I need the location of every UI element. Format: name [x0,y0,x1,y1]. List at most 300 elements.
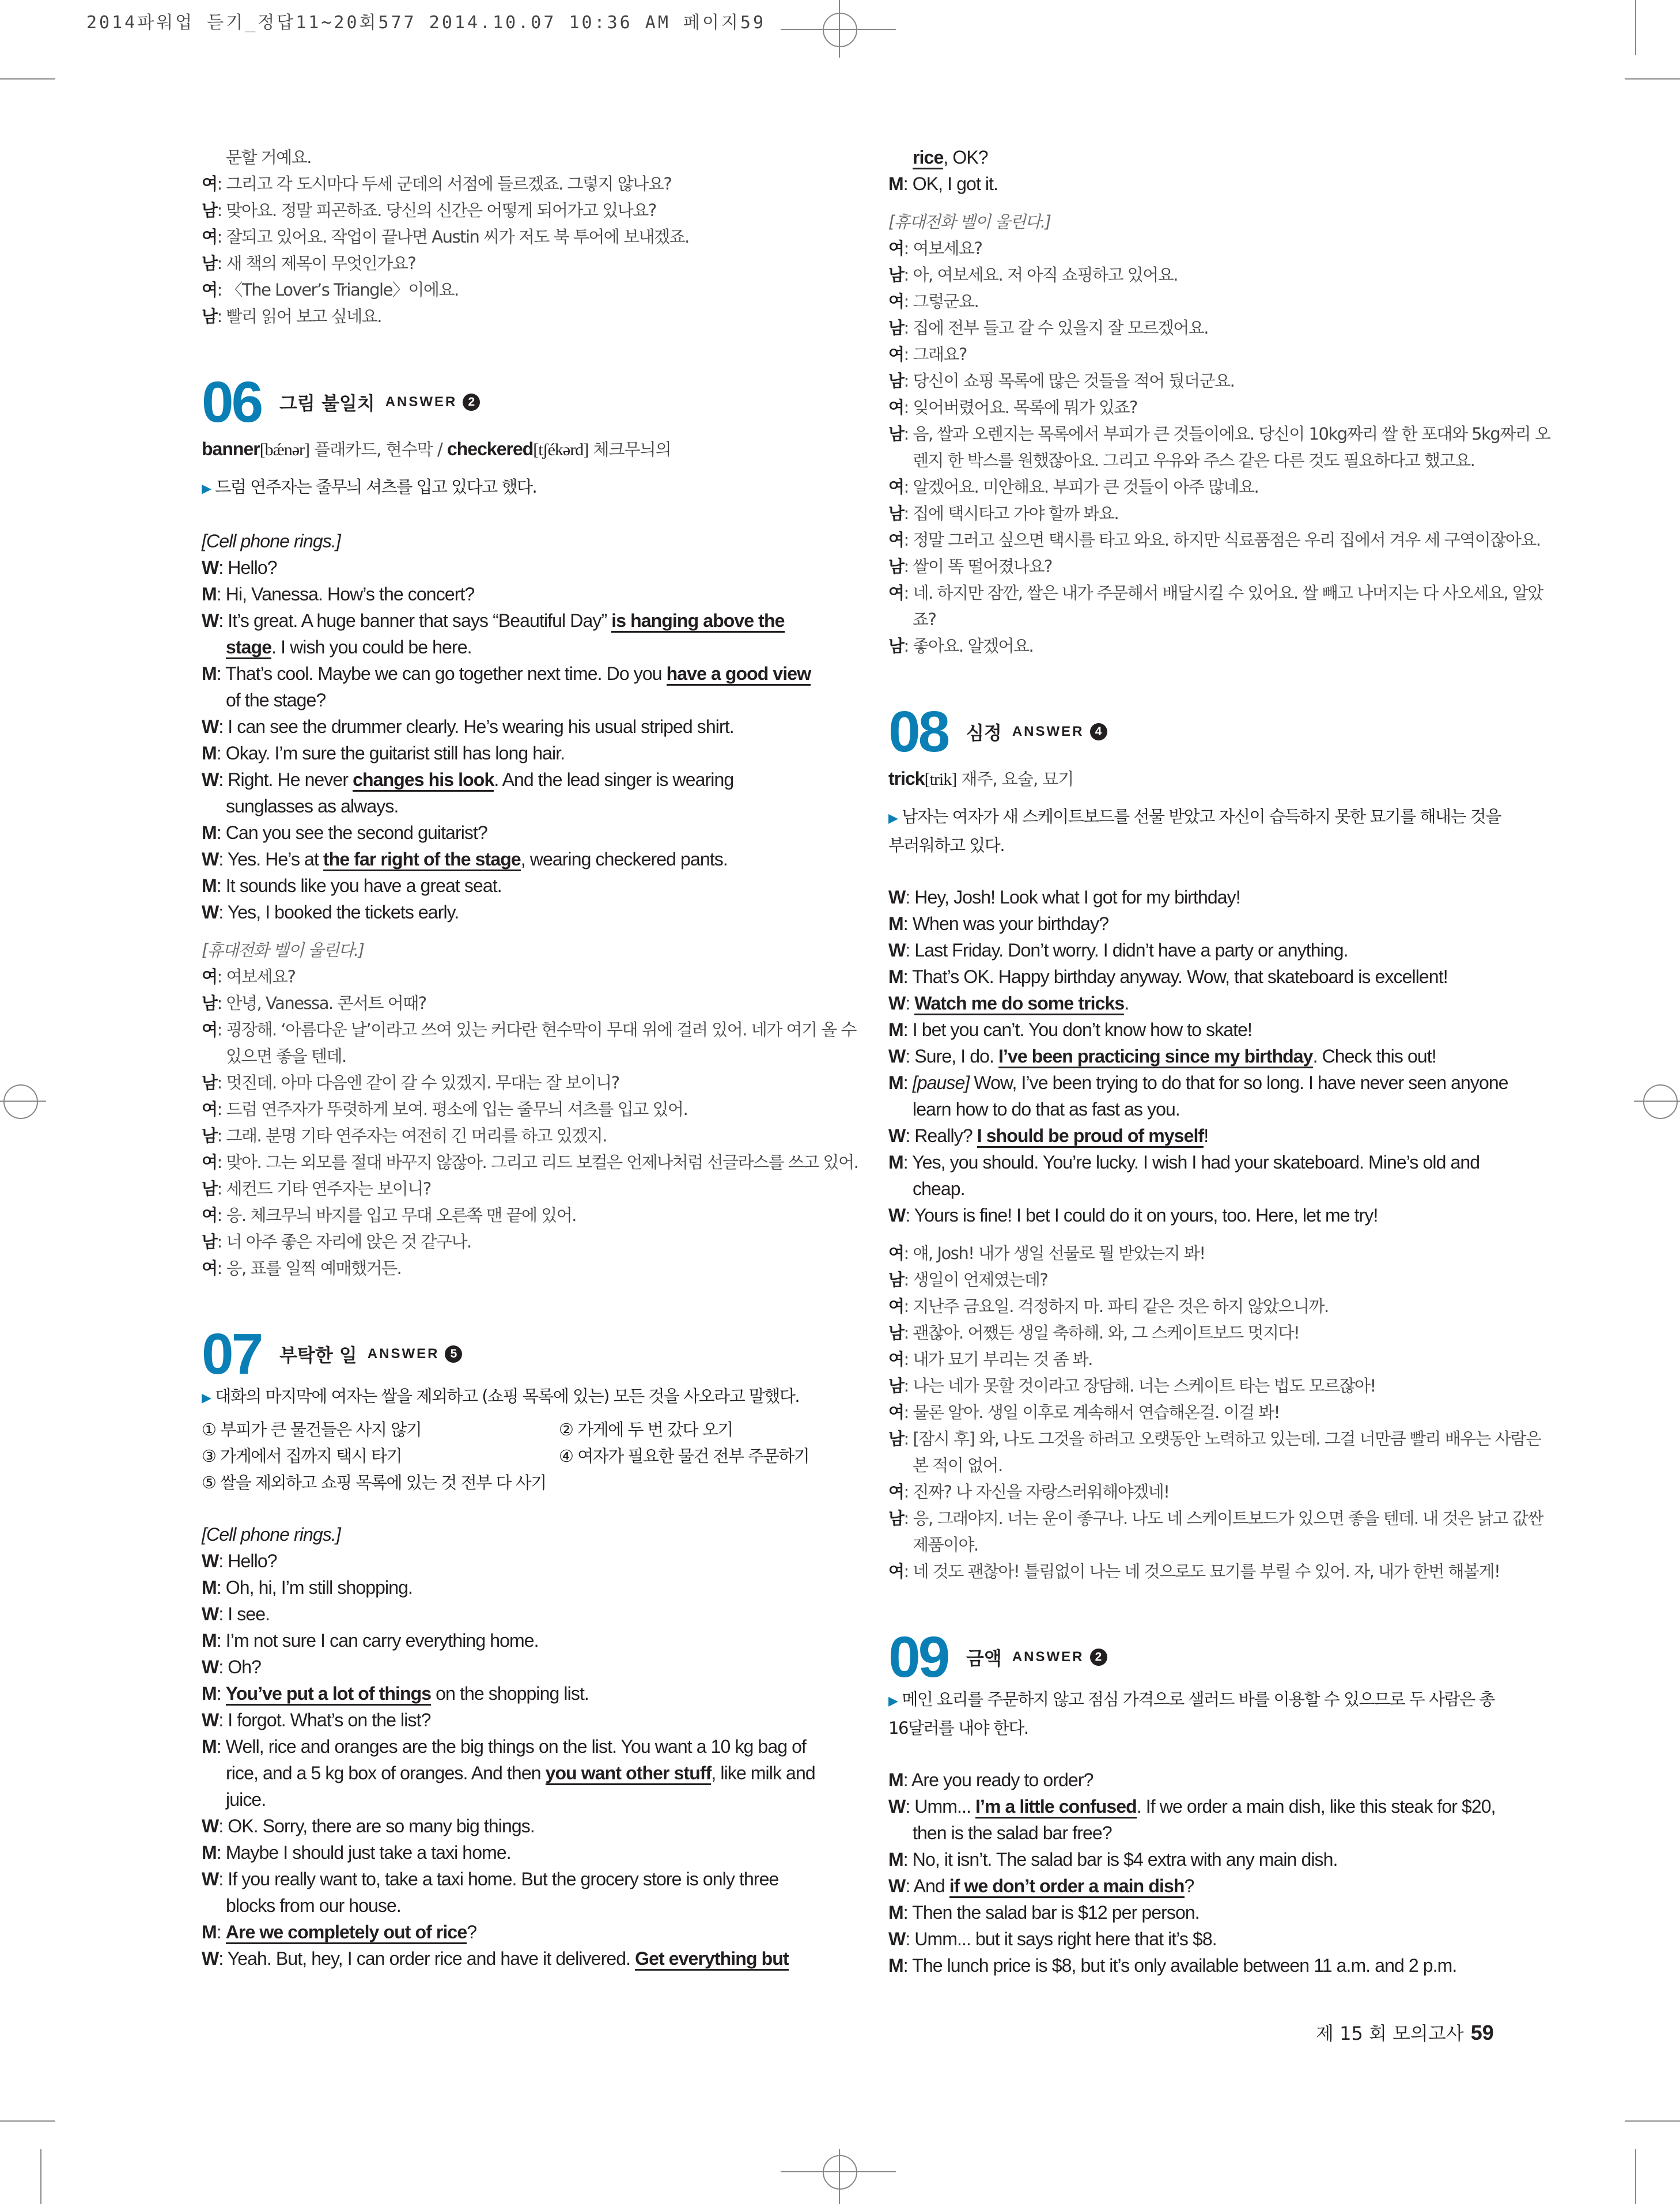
dialogue-line [202,1707,824,1733]
registration-line [1634,1101,1680,1102]
dialogue-line [888,1899,1511,1926]
kr-line [202,250,824,277]
vocab-line: banner[bǽnər] 플래카드, 현수막 / checkered[tʃékərd] 체크무늬의 [202,438,671,459]
answer-label: ANSWER [1012,1649,1084,1665]
section-08-header [888,700,1511,764]
speaker: 남 [888,1376,904,1396]
kr-line [202,144,824,171]
kr-line [202,1202,824,1228]
section-title: 심정 [966,722,1002,744]
kr-text: : 집에 전부 들고 갈 수 있을지 잘 모르겠어요. [903,318,1208,338]
dialogue [202,554,824,925]
dialogue-line [888,1873,1511,1899]
dialogue-line [888,1069,1511,1122]
kr-line [888,1373,1511,1399]
speaker: W [202,1948,219,1969]
speaker: 남 [202,1232,217,1252]
line-text: : It sounds like you have a great seat. [216,875,502,896]
dialogue-line [888,1149,1511,1202]
kr-text: : 그렇군요. [903,292,979,311]
key-phrase: You’ve put a lot of things [226,1683,431,1706]
speaker: 여 [202,1152,217,1172]
speaker: 남 [202,201,217,220]
triangle-icon: ▶ [202,482,211,496]
kr-line [888,500,1511,527]
speaker: W [202,557,219,578]
section-title: 부탁한 일 [279,1344,357,1366]
speaker: 남 [888,265,904,285]
kr-line [888,527,1541,553]
hint: ▶ 메인 요리를 주문하지 않고 점심 가격으로 샐러드 바를 이용할 수 있으므로 두 사람은 총 16달러를 내야 한다. [888,1689,1494,1738]
speaker: 여 [202,174,217,194]
kr-text: : [잠시 후] 와, 나도 그것을 하려고 오랫동안 노력하고 있는데. 그걸 너만큼 빨리 배우는 사람은 [903,1429,1541,1449]
kr-line [202,1096,824,1122]
speaker: 여 [202,1020,217,1039]
line-text: ? [1184,1876,1194,1896]
kr-text: 있으면 좋을 텐데. [226,1046,346,1066]
line-text: : That’s OK. Happy birthday anyway. Wow, that skateboard is excellent! [903,966,1448,987]
dialogue-line [888,1202,1511,1228]
dialogue-line [202,660,824,713]
kr-text: : 응. 체크무늬 바지를 입고 무대 오른쪽 맨 끝에 있어. [217,1205,576,1225]
stage-direction: [Cell phone rings.] [202,531,340,551]
dialogue-line [202,1548,824,1574]
speaker: 남 [202,307,217,326]
kr-line [202,171,824,197]
kr-line [888,1240,1511,1267]
line-text: : Sure, I do. [905,1046,999,1067]
kr-line [888,1532,1511,1558]
speaker: M [202,1736,217,1757]
dialogue-line [202,1627,824,1654]
line-text: : I can see the drummer clearly. He’s wearing his usual striped shirt. [218,716,734,737]
speaker: W [202,769,219,790]
line-text: : If you really want to, take a taxi home. But the grocery store is only three blocks from our house. [218,1869,779,1916]
option-1: ① 부피가 큰 물건들은 사지 않기 [202,1420,422,1439]
kr-line [888,1267,1511,1293]
dialogue-line [202,1654,824,1680]
dialogue-line [202,846,824,872]
kr-line [202,1122,824,1149]
speaker: 여 [202,1205,217,1225]
kr-translation [888,1240,1543,1585]
speaker: M [202,1630,217,1651]
line-text: : [216,1683,226,1704]
kr-line [888,474,1511,500]
kr-text: 제품이야. [913,1535,978,1555]
dialogue-line [888,884,1511,910]
option-3: ③ 가게에서 집까지 택시 타기 [202,1446,402,1466]
registration-line [781,29,896,30]
kr-line [202,1016,856,1043]
kr-text: : 맞아요. 정말 피곤하죠. 당신의 신간은 어떻게 되어가고 있나요? [217,201,656,220]
speaker: W [202,1710,219,1730]
key-phrase: Are we completely out of rice [226,1922,467,1944]
line-text: . If we order a main dish, like this steak for $20, then is the salad bar free? [913,1796,1496,1843]
speaker: W [202,1869,219,1889]
kr-line [202,1175,824,1202]
kr-line [202,1255,824,1281]
kr-line [888,580,1543,606]
line-text: : Yeah. But, hey, I can order rice and have it delivered. [218,1948,635,1969]
triangle-icon: ▶ [888,811,898,826]
kr-text: 렌지 한 박스를 원했잖아요. 그리고 우유와 주스 같은 다른 것도 필요하다고 했고요. [913,451,1475,470]
speaker: W [202,1551,219,1571]
kr-line [202,224,824,250]
kr-line [888,553,1511,580]
hint: ▶ 드럼 연주자는 줄무늬 셔츠를 입고 있다고 했다. [202,477,537,497]
line-text: : I bet you can’t. You don’t know how to skate! [903,1019,1252,1040]
kr-line [888,394,1511,421]
kr-text: : 나는 네가 못할 것이라고 장담해. 너는 스케이트 타는 법도 모르잖아! [903,1376,1376,1396]
dialogue-line [888,1122,1511,1149]
line-text: : Umm... but it says right here that it’s $8. [905,1929,1217,1949]
dialogue-line [888,963,1511,990]
line-text: , like milk and juice. [226,1763,815,1810]
kr-line [202,197,824,224]
crop-mark [1625,2120,1680,2122]
speaker: W [202,610,219,631]
kr-line [202,1069,824,1096]
speaker: 여 [888,1349,904,1369]
key-phrase: you want other stuff [546,1763,712,1785]
speaker: 여 [888,292,904,311]
dialogue-line: rice, OK? [888,144,1511,171]
key-phrase: I’ve been practicing since my birthday [998,1046,1313,1068]
dialogue-line [888,1016,1511,1043]
registration-mark [1643,1084,1678,1119]
speaker: M [888,1849,903,1870]
speaker: 여 [888,239,904,258]
speaker: 남 [888,318,904,338]
answer-label: ANSWER [367,1346,440,1362]
registration-mark [3,1084,38,1119]
line-text: : Right. He never [218,769,353,790]
kr-line [888,235,1511,262]
dialogue-line [202,1680,824,1707]
kr-text: : 그리고 각 도시마다 두세 군데의 서점에 들르겠죠. 그렇지 않나요? [217,174,672,194]
dialogue-line [888,1846,1511,1873]
kr-text: : 여보세요? [903,239,982,258]
speaker: W [202,1816,219,1836]
speaker: M [888,1019,903,1040]
kr-line [888,1479,1511,1505]
crop-mark [0,78,55,80]
kr-text: 죠? [913,610,936,629]
dialogue-line [202,766,824,819]
dialogue-line [202,607,824,660]
speaker: W [202,902,219,923]
line-text: : [216,1922,226,1942]
dialogue-line [202,1945,824,1972]
dialogue-line [202,581,824,607]
option-4: ④ 여자가 필요한 물건 전부 주문하기 [559,1446,809,1466]
kr-text: : 멋진데. 아마 다음엔 같이 갈 수 있겠지. 무대는 잘 보이니? [217,1073,619,1092]
key-phrase: I should be proud of myself [977,1125,1204,1148]
kr-text: : 진짜? 나 자신을 자랑스러워해야겠네! [903,1482,1170,1502]
speaker: 남 [888,424,904,444]
speaker: M [888,1902,903,1923]
speaker: 남 [888,371,904,391]
key-phrase: if we don’t order a main dish [949,1876,1185,1898]
kr-line [888,1346,1511,1373]
speaker: 여 [888,1243,904,1263]
kr-text: : 물론 알아. 생일 이후로 계속해서 연습해온걸. 이걸 봐! [903,1402,1280,1422]
dialogue-line [888,1793,1511,1846]
dialogue-line: M: OK, I got it. [888,173,998,194]
section-title: 금액 [966,1647,1002,1669]
print-header: 2014파워업 듣기_정답11~20회577 2014.10.07 10:36 AM 페이지59 [86,13,766,33]
kr-line [202,963,824,990]
stage-direction: [Cell phone rings.] [202,1524,340,1545]
speaker: M [202,663,217,684]
speaker: 남 [888,1429,904,1449]
key-phrase: changes his look [353,769,494,792]
kr-line [202,1149,858,1175]
kr-line [888,421,1550,447]
footer-label: 제 15 회 모의고사 [1316,2022,1464,2044]
kr-text: : 빨리 읽어 보고 싶네요. [217,307,382,326]
page-number: 59 [1470,2021,1494,2044]
registration-line [781,2171,896,2172]
kr-text: : 알겠어요. 미안해요. 부피가 큰 것들이 아주 많네요. [903,477,1259,497]
dialogue-line [202,713,824,740]
dialogue-line [888,910,1511,937]
kr-line [888,1320,1511,1346]
speaker: 남 [202,1179,217,1199]
line-text: : No, it isn’t. The salad bar is $4 extra with any main dish. [903,1849,1338,1870]
hint: ▶ 대화의 마지막에 여자는 쌀을 제외하고 (쇼핑 목록에 있는) 모든 것을 사오라고 말했다. [202,1386,800,1406]
speaker: 남 [202,254,217,273]
dialogue-line [202,1866,824,1919]
line-text: : I forgot. What’s on the list? [218,1710,431,1730]
speaker: W [202,1657,219,1677]
kr-translation [888,235,1550,659]
kr-line [888,1452,1511,1479]
kr-text: : 잘되고 있어요. 작업이 끝나면 Austin 씨가 저도 북 투어에 보내겠죠. [217,227,689,247]
kr-text: : 음, 쌀과 오렌지는 목록에서 부피가 큰 것들이에요. 당신이 10kg짜리 쌀 한 포대와 5kg짜리 오 [903,424,1550,444]
line-text: : Yes. He’s at [218,849,323,869]
line-text: : Then the salad bar is $12 per person. [903,1902,1200,1923]
kr-text: : 안녕, Vanessa. 콘서트 어때? [217,993,426,1013]
kr-text: : 여보세요? [217,967,296,986]
answer-circle: 5 [445,1345,462,1363]
vocab-line: trick[trik] 재주, 요술, 묘기 [888,768,1074,789]
line-text: : When was your birthday? [903,913,1109,934]
dialogue-line [888,1767,1511,1793]
kr-text: : 그래. 분명 기타 연주자는 여전히 긴 머리를 하고 있겠지. [217,1126,607,1146]
kr-text: : 맞아. 그는 외모를 절대 바꾸지 않잖아. 그리고 리드 보컬은 언제나처럼 선글라스를 쓰고 있어. [217,1152,858,1172]
kr-text: : 좋아요. 알겠어요. [903,636,1034,656]
line-text: Wow, I’ve been trying to do that for so long. I have never seen anyone learn how to do that as fast as you. [913,1072,1508,1120]
line-text: : The lunch price is $8, but it’s only available between 11 a.m. and 2 p.m. [903,1955,1457,1976]
registration-mark [823,2155,857,2190]
kr-line [888,1505,1543,1532]
answer-label: ANSWER [1012,724,1084,739]
speaker: M [888,1770,903,1790]
speaker: M [888,966,903,987]
registration-line [0,1101,46,1102]
speaker: W [202,849,219,869]
speaker: W [888,1929,906,1949]
section-number: 08 [888,700,948,764]
kr-line [888,341,1511,368]
kr-text: : 그래요? [903,345,967,364]
speaker: 남 [888,1509,904,1528]
kr-line [888,1426,1541,1452]
speaker: 여 [888,398,904,417]
speaker: M [202,822,217,843]
line-text: : Yours is fine! I bet I could do it on yours, too. Here, let me try! [905,1205,1378,1226]
kr-text: : 네. 하지만 잠깐, 쌀은 내가 주문해서 배달시킬 수 있어요. 쌀 빼고 나머지는 다 사오세요, 알았 [903,583,1543,603]
speaker: 여 [888,530,904,550]
kr-text: : 아, 여보세요. 저 아직 쇼핑하고 있어요. [903,265,1178,285]
dialogue-line [202,740,824,766]
line-text: : [905,993,915,1014]
kr-line [888,262,1511,288]
section-06-header [202,370,824,434]
option-5: ⑤ 쌀을 제외하고 쇼핑 목록에 있는 것 전부 다 사기 [202,1473,546,1492]
line-text: : Hi, Vanessa. How’s the concert? [216,584,475,604]
speaker: W [888,993,906,1014]
dialogue-line [202,872,824,899]
line-text: : Really? [905,1125,977,1146]
kr-text: 본 적이 없어. [913,1456,1002,1475]
speaker: W [888,1046,906,1067]
speaker: 여 [888,583,904,603]
answer-circle: 4 [1090,723,1107,740]
speaker: M [202,743,217,763]
kr-text: : 새 책의 제목이 무엇인가요? [217,254,416,273]
answer-circle: 2 [1090,1649,1107,1666]
speaker: 여 [888,1562,904,1581]
speaker: 남 [888,636,904,656]
speaker: 여 [888,345,904,364]
line-text: : Okay. I’m sure the guitarist still has long hair. [216,743,565,763]
option-2: ② 가게에 두 번 갔다 오기 [559,1420,733,1439]
kr-text: : 집에 택시타고 가야 할까 봐요. [903,504,1119,523]
dialogue-line [888,1926,1511,1952]
line-text: : Last Friday. Don’t worry. I didn’t have a party or anything. [905,940,1348,961]
line-text: : Maybe I should just take a taxi home. [216,1842,511,1863]
dialogue-line [202,1919,824,1945]
dialogue-line [202,1733,824,1813]
speaker: 남 [202,993,217,1013]
answer-label: ANSWER [385,394,457,410]
section-number: 07 [202,1322,262,1386]
speaker: 여 [888,1296,904,1316]
kr-line [888,315,1511,341]
kr-text: : 내가 묘기 부리는 것 좀 봐. [903,1349,1092,1369]
kr-text: : 드럼 연주자가 뚜렷하게 보여. 평소에 입는 줄무늬 셔츠를 입고 있어. [217,1099,688,1119]
crop-mark [0,2120,55,2122]
key-phrase: is hanging above the stage [226,610,785,659]
line-text: on the shopping list. [431,1683,589,1704]
kr-text: : 괜찮아. 어쨌든 생일 축하해. 와, 그 스케이트보드 멋지다! [903,1323,1300,1343]
speaker: M [888,1955,903,1976]
section-number: 09 [888,1625,948,1689]
line-text: . I wish you could be here. [271,637,472,657]
line-text: . Check this out! [1312,1046,1436,1067]
kr-text: : 당신이 쇼핑 목록에 많은 것들을 적어 뒀더군요. [903,371,1235,391]
line-text: : Oh? [218,1657,262,1677]
speaker: W [202,1604,219,1624]
line-text: : Yes, I booked the tickets early. [218,902,459,923]
line-text: : I see. [218,1604,270,1624]
kr-text: : 지난주 금요일. 걱정하지 마. 파티 같은 것은 하지 않았으니까. [903,1296,1329,1316]
speaker: W [888,1876,906,1896]
speaker: 여 [202,280,217,300]
kr-text: : 세컨드 기타 연주자는 보이니? [217,1179,431,1199]
kr-text: : 응, 표를 일찍 예매했거든. [217,1258,402,1278]
registration-line [839,0,840,58]
dialogue [888,884,1511,1228]
line-text: . [1124,993,1129,1014]
kr-text: : 응, 그래야지. 너는 운이 좋구나. 나도 네 스케이트보드가 있으면 좋을 텐데. 내 것은 낡고 값싼 [903,1509,1543,1528]
speaker: 여 [202,227,217,247]
line-text: : Hello? [218,1551,277,1571]
hint: ▶ 남자는 여자가 새 스케이트보드를 선물 받았고 자신이 습득하지 못한 묘기를 해내는 것을 부러워하고 있다. [888,807,1501,855]
kr-text: : 생일이 언제였는데? [903,1270,1048,1290]
speaker: W [888,940,906,961]
kr-stage-direction: [휴대전화 벨이 울린다.] [202,940,364,960]
dialogue-line [202,1813,824,1839]
section-07-header [202,1322,824,1386]
kr-line [888,1558,1511,1585]
line-text: : I’m not sure I can carry everything home. [216,1630,539,1651]
kr-text: : 얘, Josh! 내가 생일 선물로 뭘 받았는지 봐! [903,1243,1205,1263]
triangle-icon: ▶ [202,1391,211,1405]
kr-line [202,990,824,1016]
line-text: : Yes, you should. You’re lucky. I wish I had your skateboard. Mine’s old and cheap. [903,1152,1480,1199]
dialogue-line [888,937,1511,963]
page-footer [1316,2019,1494,2046]
line-text: ? [467,1922,477,1942]
line-text: : Are you ready to order? [903,1770,1093,1790]
speaker: 여 [888,1482,904,1502]
kr-translation [202,963,858,1281]
speaker: 여 [202,1099,217,1119]
key-phrase: have a good view [667,663,811,686]
key-phrase: I’m a little confused [975,1796,1137,1819]
right-column [888,144,1550,1979]
kr-line [888,633,1511,659]
line-text: : Hey, Josh! Look what I got for my birthday! [905,887,1240,908]
kr-text: : 정말 그러고 싶으면 택시를 타고 와요. 하지만 식료품점은 우리 집에서 겨우 세 구역이잖아요. [903,530,1541,550]
line-text: : Hello? [218,557,277,578]
kr-line [888,368,1511,394]
speaker: M [202,875,217,896]
speaker: 여 [888,1402,904,1422]
dialogue-line [202,1601,824,1627]
speaker: 남 [888,557,904,576]
section-number: 06 [202,370,262,434]
section-09-header [888,1625,1511,1689]
kr-line [888,606,1511,633]
dialogue-line [888,1043,1511,1069]
dialogue [888,1767,1511,1979]
line-text: : OK. Sorry, there are so many big things. [218,1816,535,1836]
speaker: 남 [202,1073,217,1092]
line-text: : It’s great. A huge banner that says “Beautiful Day” [218,610,612,631]
kr-line [888,447,1511,474]
kr-text: : 네 것도 괜찮아! 틀림없이 나는 네 것으로도 묘기를 부릴 수 있어. 자, 내가 한번 해볼게! [903,1562,1500,1581]
line-text: : And [905,1876,949,1896]
line-text: : That’s cool. Maybe we can go together next time. Do you [216,663,667,684]
line-text: : Can you see the second guitarist? [216,822,487,843]
dialogue-line [202,1839,824,1866]
speaker: 여 [202,1258,217,1278]
